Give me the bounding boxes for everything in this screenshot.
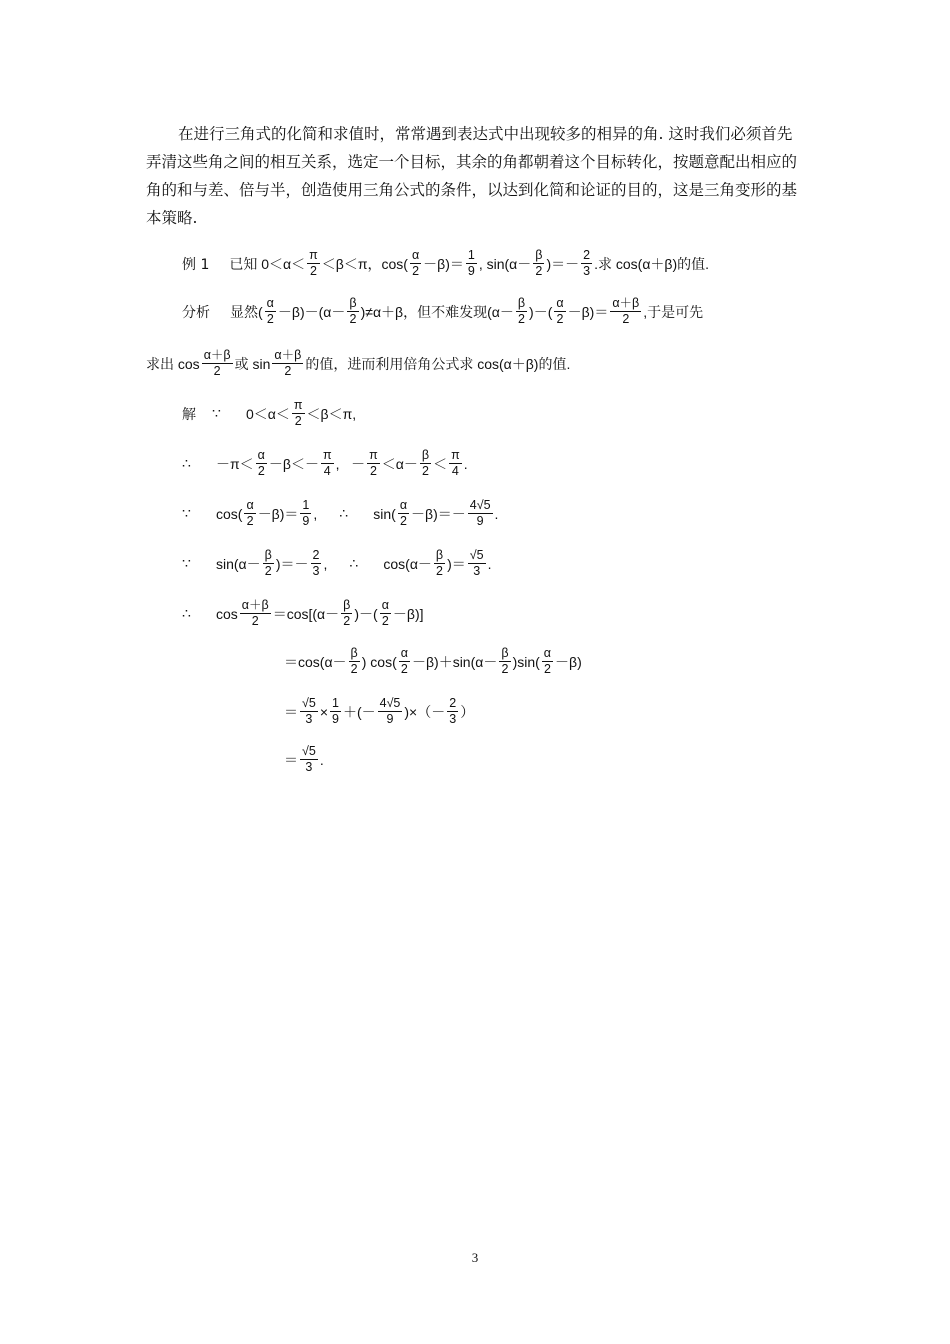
analysis-text: 或 sin: [234, 355, 271, 372]
because-symbol: ∵: [212, 405, 221, 421]
fraction: $\frac{\alpha+\beta}{2}$: [241, 598, 269, 628]
therefore-symbol: ∴: [182, 455, 191, 471]
solution-text: cos: [216, 605, 238, 622]
fraction: $\frac{\beta}{2}$: [349, 296, 357, 326]
fraction: $\frac{\beta}{2}$: [501, 646, 509, 676]
fraction: $\frac{\alpha+\beta}{2}$: [274, 348, 302, 378]
page-number: 3: [471, 1250, 479, 1265]
solution-text: －β): [555, 653, 582, 670]
fraction: $\frac{\beta}{2}$: [535, 248, 543, 278]
fraction: $\frac{\alpha}{2}$: [381, 598, 389, 628]
analysis-text: 显然(: [230, 303, 263, 320]
solution-text: －π＜: [216, 455, 254, 472]
solution-line-7: [284, 696, 474, 727]
fraction: $\frac{2}{3}$: [583, 248, 591, 278]
solution-text: )＝－: [275, 555, 309, 572]
solution-text: sin(α－: [216, 555, 261, 572]
fraction: $\frac{\alpha}{2}$: [257, 448, 265, 478]
fraction: $\frac{\pi}{4}$: [322, 448, 332, 478]
analysis-text: )－(: [529, 303, 553, 320]
solution-text: cos(α－: [383, 555, 432, 572]
solution-text: －β)]: [392, 605, 424, 622]
therefore-symbol: ∴: [182, 605, 191, 621]
analysis-line-2: [146, 348, 570, 379]
fraction: $\frac{\alpha}{2}$: [400, 646, 408, 676]
solution-text: ＝cos[(α－: [272, 605, 340, 622]
solution-line-4: [182, 548, 492, 579]
solution-text: ＝cos(α－: [284, 653, 347, 670]
solution-text: .: [487, 555, 492, 572]
fraction: $\frac{\beta}{2}$: [343, 598, 351, 628]
analysis-line-1: [182, 296, 703, 327]
solution-line-3: [182, 498, 498, 529]
solution-text: sin(: [373, 505, 396, 522]
solution-text: ,: [313, 505, 318, 522]
therefore-symbol: ∴: [339, 505, 349, 521]
solution-text: .: [494, 505, 499, 522]
solution-line-2: [182, 448, 468, 479]
solution-text: ）: [460, 703, 475, 720]
analysis-text: 求出 cos: [146, 355, 200, 372]
solution-line-5: [182, 598, 424, 629]
solution-text: .: [463, 455, 468, 472]
example-text: .求 cos(α＋β)的值.: [594, 255, 710, 272]
solution-text: ,: [323, 555, 328, 572]
solution-line-8: [284, 744, 324, 775]
analysis-text: －β)－(α－: [277, 303, 346, 320]
fraction: $\frac{2}{3}$: [312, 548, 320, 578]
example-text: )＝－: [546, 255, 580, 272]
solution-label: 解: [182, 406, 196, 423]
solution-text: ＋(－: [342, 703, 376, 720]
fraction: $\frac{1}{9}$: [302, 498, 310, 528]
analysis-text: ,于是可先: [643, 303, 704, 320]
fraction: $\frac{\pi}{2}$: [369, 448, 378, 478]
example-text: ＜β＜π，cos(: [321, 255, 408, 272]
analysis-text: 的值，进而利用倍角公式求 cos(α＋β)的值.: [305, 355, 571, 372]
fraction: $\frac{\beta}{2}$: [264, 548, 272, 578]
fraction: $\frac{√5}{3}$: [302, 744, 316, 774]
solution-text: , －: [335, 455, 366, 472]
fraction: $\frac{\pi}{2}$: [309, 248, 318, 278]
solution-line-6: [284, 646, 582, 677]
analysis-text: －β)＝: [567, 303, 609, 320]
solution-text: )－(: [354, 605, 378, 622]
fraction: $\frac{\beta}{2}$: [421, 448, 430, 478]
fraction: $\frac{\alpha}{2}$: [556, 296, 564, 326]
solution-text: cos(: [216, 505, 243, 522]
because-symbol: ∵: [182, 555, 191, 571]
example-label: 例 1: [182, 256, 210, 273]
fraction: $\frac{\alpha+\beta}{2}$: [203, 348, 231, 378]
solution-text: ＜: [433, 455, 448, 472]
fraction: $\frac{\alpha}{2}$: [411, 248, 420, 278]
fraction: $\frac{\beta}{2}$: [435, 548, 444, 578]
fraction: $\frac{2}{3}$: [449, 696, 457, 726]
analysis-label: 分析: [182, 304, 210, 321]
fraction: $\frac{√5}{3}$: [469, 548, 484, 578]
example-text: －β)＝: [423, 255, 464, 272]
therefore-symbol: ∴: [349, 555, 359, 571]
solution-text: ) cos(: [361, 653, 397, 670]
solution-text: ＜α－: [381, 455, 418, 472]
example-text: , sin(α－: [478, 255, 532, 272]
solution-text: －β)＝: [257, 505, 299, 522]
fraction: $\frac{\alpha+\beta}{2}$: [612, 296, 640, 326]
example-line: [182, 248, 709, 279]
example-text: 已知 0＜α＜: [229, 255, 306, 272]
solution-text: －β＜－: [268, 455, 319, 472]
fraction: $\frac{\beta}{2}$: [350, 646, 358, 676]
solution-text: ＝: [284, 703, 298, 720]
solution-text: －β)＝－: [411, 505, 466, 522]
fraction: $\frac{\alpha}{2}$: [399, 498, 408, 528]
solution-text: 0＜α＜: [246, 405, 290, 422]
solution-line-1: [182, 398, 356, 429]
solution-text: .: [319, 751, 324, 768]
solution-text: ×: [319, 703, 328, 720]
solution-text: －β)＋sin(α－: [411, 653, 498, 670]
because-symbol: ∵: [182, 505, 191, 521]
fraction: $\frac{4√5}{9}$: [469, 498, 491, 528]
solution-text: )＝: [447, 555, 466, 572]
fraction: $\frac{\beta}{2}$: [517, 296, 526, 326]
fraction: $\frac{1}{9}$: [467, 248, 475, 278]
fraction: $\frac{√5}{3}$: [302, 696, 316, 726]
fraction: $\frac{\alpha}{2}$: [266, 296, 274, 326]
fraction: $\frac{1}{9}$: [332, 696, 339, 726]
fraction: $\frac{\pi}{2}$: [293, 398, 303, 428]
intro-paragraph: 在进行三角式的化简和求值时，常常遇到表达式中出现较多的相异的角. 这时我们必须首先弄清这些角之间的相互关系，选定一个目标，其余的角都朝着这个目标转化，按题意配出相应的角的和与差、倍与半，创造使用三角公式的条件，以达到化简和论证的目的，这是三角变形的基本策略.: [146, 125, 798, 227]
solution-text: )×（－: [404, 703, 446, 720]
fraction: $\frac{\alpha}{2}$: [246, 498, 254, 528]
solution-text: ＝: [284, 751, 298, 768]
solution-text: )sin(: [512, 653, 540, 670]
fraction: $\frac{4√5}{9}$: [379, 696, 401, 726]
solution-text: ＜β＜π,: [306, 405, 357, 422]
fraction: $\frac{\alpha}{2}$: [543, 646, 552, 676]
fraction: $\frac{\pi}{4}$: [451, 448, 460, 478]
analysis-text: )≠α＋β，但不难发现(α－: [360, 303, 514, 320]
